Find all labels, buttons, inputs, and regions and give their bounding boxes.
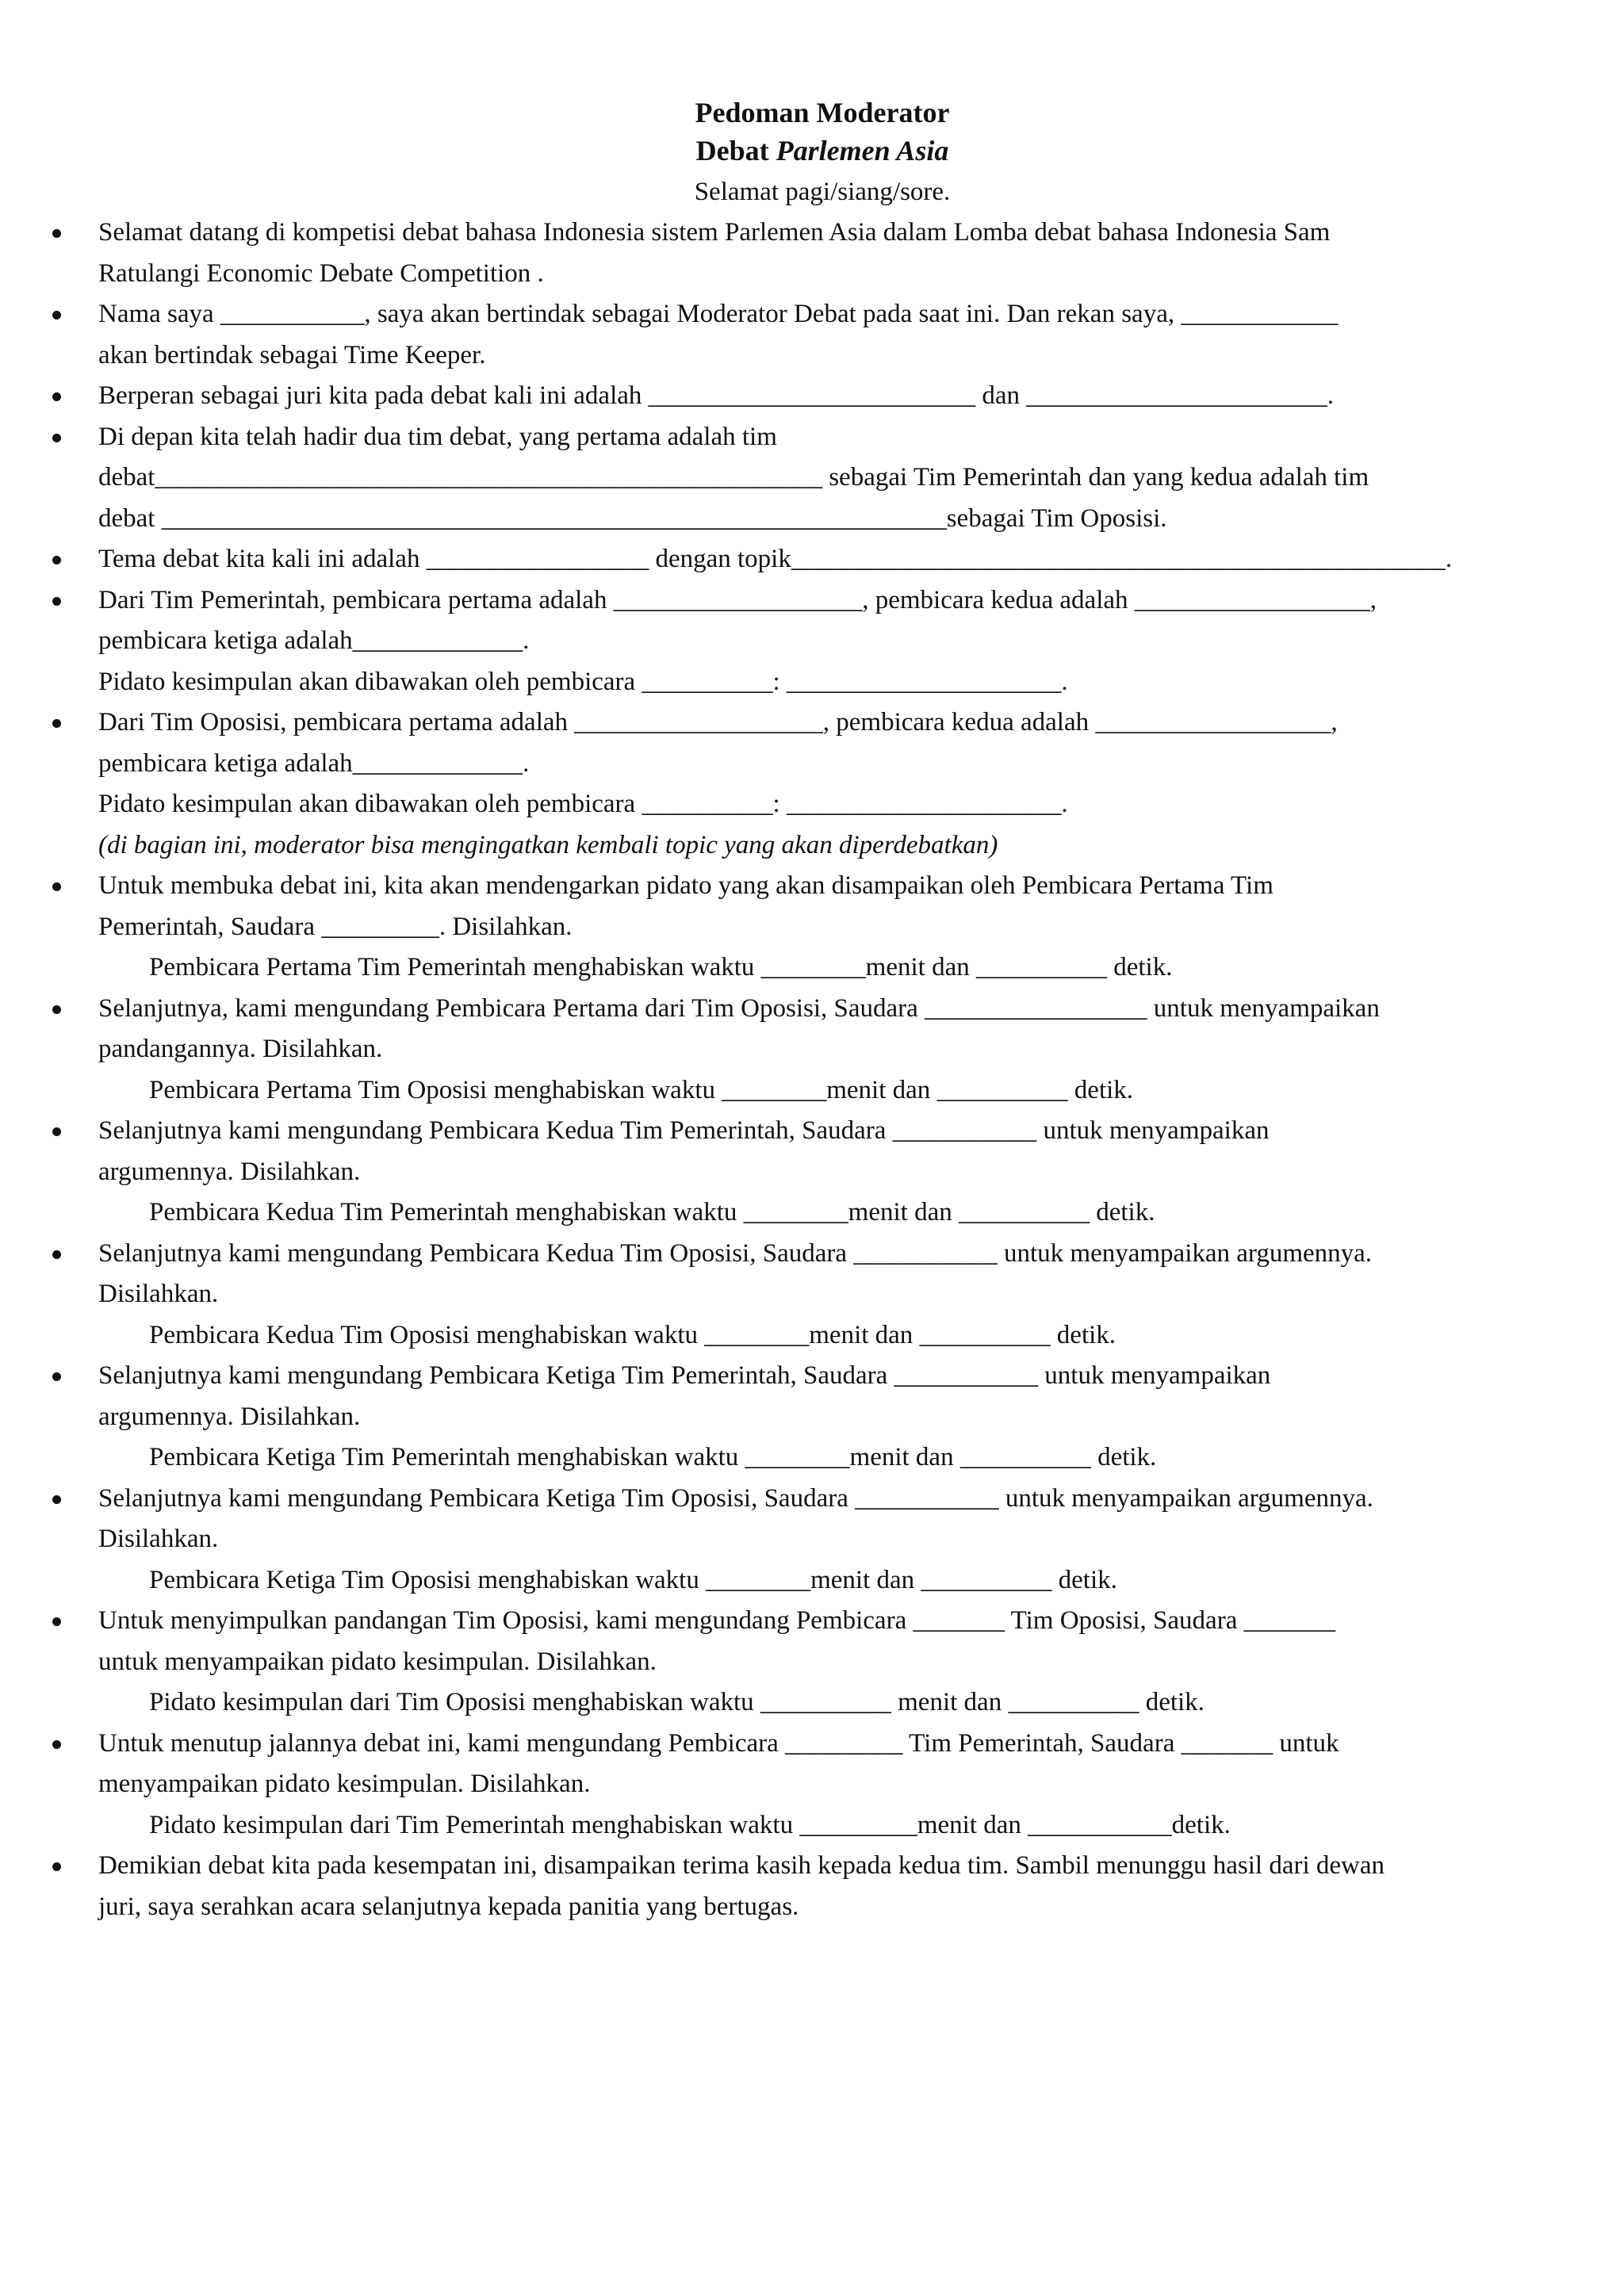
list-item-line: Untuk menyimpulkan pandangan Tim Oposisi, kami mengundang Pembicara _______ Tim Oposisi, Saudara _______ (98, 1606, 1336, 1635)
title-line-2-italic: Parlemen Asia (776, 135, 949, 166)
list-item-line: Dari Tim Oposisi, pembicara pertama adalah ___________________, pembicara kedua adalah __________________, (98, 708, 1338, 737)
time-record-line: Pidato kesimpulan dari Tim Pemerintah menghabiskan waktu _________menit dan ___________detik. (149, 1810, 1231, 1839)
list-item-line: pembicara ketiga adalah_____________. (98, 748, 530, 778)
list-item-line: Ratulangi Economic Debate Competition . (98, 258, 544, 288)
list-item (52, 580, 1592, 703)
time-record-line: Pembicara Pertama Tim Oposisi menghabiskan waktu ________menit dan __________ detik. (149, 1075, 1134, 1104)
title-line-2 (52, 132, 1592, 170)
list-item-line: Nama saya ___________, saya akan bertindak sebagai Moderator Debat pada saat ini. Dan rekan saya, ____________ (98, 300, 1339, 328)
list-item-line: Selanjutnya kami mengundang Pembicara Ketiga Tim Pemerintah, Saudara ___________ untuk menyampaikan (98, 1361, 1271, 1390)
moderator-note: (di bagian ini, moderator bisa mengingatkan kembali topic yang akan diperdebatkan) (98, 830, 998, 859)
list-item (52, 376, 1592, 417)
list-item (52, 539, 1592, 580)
time-record-line: Pembicara Pertama Tim Pemerintah menghabiskan waktu ________menit dan __________ detik. (149, 953, 1173, 982)
time-record-line: Pidato kesimpulan dari Tim Oposisi menghabiskan waktu __________ menit dan __________ detik. (149, 1688, 1205, 1716)
list-item-line: menyampaikan pidato kesimpulan. Disilahkan. (98, 1770, 591, 1798)
list-item-line: Selanjutnya kami mengundang Pembicara Ketiga Tim Oposisi, Saudara ___________ untuk menyampaikan argumennya. (98, 1483, 1373, 1513)
list-item (52, 1111, 1592, 1234)
list-item-line: argumennya. Disilahkan. (98, 1402, 361, 1431)
list-item-line: Dari Tim Pemerintah, pembicara pertama adalah ___________________, pembicara kedua adalah __________________, (98, 585, 1377, 614)
list-item (52, 1846, 1592, 1927)
list-item-line: Pemerintah, Saudara _________. Disilahkan. (98, 912, 573, 941)
time-record-line: Pembicara Kedua Tim Pemerintah menghabiskan waktu ________menit dan __________ detik. (149, 1198, 1155, 1226)
list-item-line: Selanjutnya, kami mengundang Pembicara Pertama dari Tim Oposisi, Saudara _________________ untuk menyampaikan (98, 993, 1380, 1023)
list-item-line: Disilahkan. (98, 1525, 219, 1553)
list-item-line: Selanjutnya kami mengundang Pembicara Kedua Tim Oposisi, Saudara ___________ untuk menyampaikan argumennya. (98, 1238, 1373, 1268)
title-line-1: Pedoman Moderator (695, 97, 950, 128)
list-item-line: argumennya. Disilahkan. (98, 1157, 361, 1186)
list-item (52, 1724, 1592, 1846)
list-item-line: akan bertindak sebagai Time Keeper. (98, 340, 486, 369)
list-item-line: debat___________________________________________________ sebagai Tim Pemerintah dan yang kedua adalah tim (98, 463, 1369, 492)
list-item (52, 1479, 1592, 1601)
list-item (52, 989, 1592, 1112)
list-item-line: pembicara ketiga adalah_____________. (98, 626, 530, 655)
time-record-line: Pembicara Ketiga Tim Pemerintah menghabiskan waktu ________menit dan __________ detik. (149, 1443, 1157, 1471)
list-item (52, 417, 1592, 540)
list-item-line: Pidato kesimpulan akan dibawakan oleh pembicara __________: _____________________. (98, 667, 1068, 696)
list-item-line: juri, saya serahkan acara selanjutnya kepada panitia yang bertugas. (98, 1892, 799, 1921)
list-item (52, 1356, 1592, 1479)
list-item-line: untuk menyampaikan pidato kesimpulan. Disilahkan. (98, 1647, 657, 1676)
list-item (52, 1234, 1592, 1357)
list-item-line: debat ____________________________________________________________sebagai Tim Oposisi. (98, 503, 1167, 533)
list-item-line: Berperan sebagai juri kita pada debat kali ini adalah _________________________ dan _______________________. (98, 381, 1335, 410)
moderator-script-list (52, 212, 1592, 1927)
list-item (52, 294, 1592, 376)
list-item (52, 212, 1592, 294)
list-item-line: Disilahkan. (98, 1280, 219, 1308)
list-item-line: Demikian debat kita pada kesempatan ini, disampaikan terima kasih kepada kedua tim. Sambil menunggu hasil dari dewan (98, 1851, 1385, 1880)
list-item (52, 1601, 1592, 1724)
time-record-line: Pembicara Ketiga Tim Oposisi menghabiskan waktu ________menit dan __________ detik. (149, 1565, 1117, 1594)
time-record-line: Pembicara Kedua Tim Oposisi menghabiskan waktu ________menit dan __________ detik. (149, 1320, 1116, 1349)
list-item-line: Untuk membuka debat ini, kita akan mendengarkan pidato yang akan disampaikan oleh Pembicara Pertama Tim (98, 871, 1274, 900)
list-item (52, 866, 1592, 989)
title-line-2-prefix: Debat (695, 135, 776, 166)
greeting: Selamat pagi/siang/sore. (694, 178, 951, 206)
list-item-line: Pidato kesimpulan akan dibawakan oleh pembicara __________: _____________________. (98, 790, 1068, 818)
list-item-line: pandangannya. Disilahkan. (98, 1035, 383, 1063)
list-item-line: Selanjutnya kami mengundang Pembicara Kedua Tim Pemerintah, Saudara ___________ untuk menyampaikan (98, 1116, 1270, 1145)
list-item-line: Untuk menutup jalannya debat ini, kami mengundang Pembicara _________ Tim Pemerintah, Saudara _______ untuk (98, 1728, 1339, 1758)
list-item-line: Selamat datang di kompetisi debat bahasa Indonesia sistem Parlemen Asia dalam Lomba debat bahasa Indonesia Sam (98, 218, 1331, 247)
document-title (52, 94, 1592, 170)
list-item (52, 702, 1592, 866)
list-item-line: Tema debat kita kali ini adalah _________________ dengan topik__________________________________________________. (98, 545, 1453, 573)
list-item-line: Di depan kita telah hadir dua tim debat, yang pertama adalah tim (98, 422, 777, 451)
